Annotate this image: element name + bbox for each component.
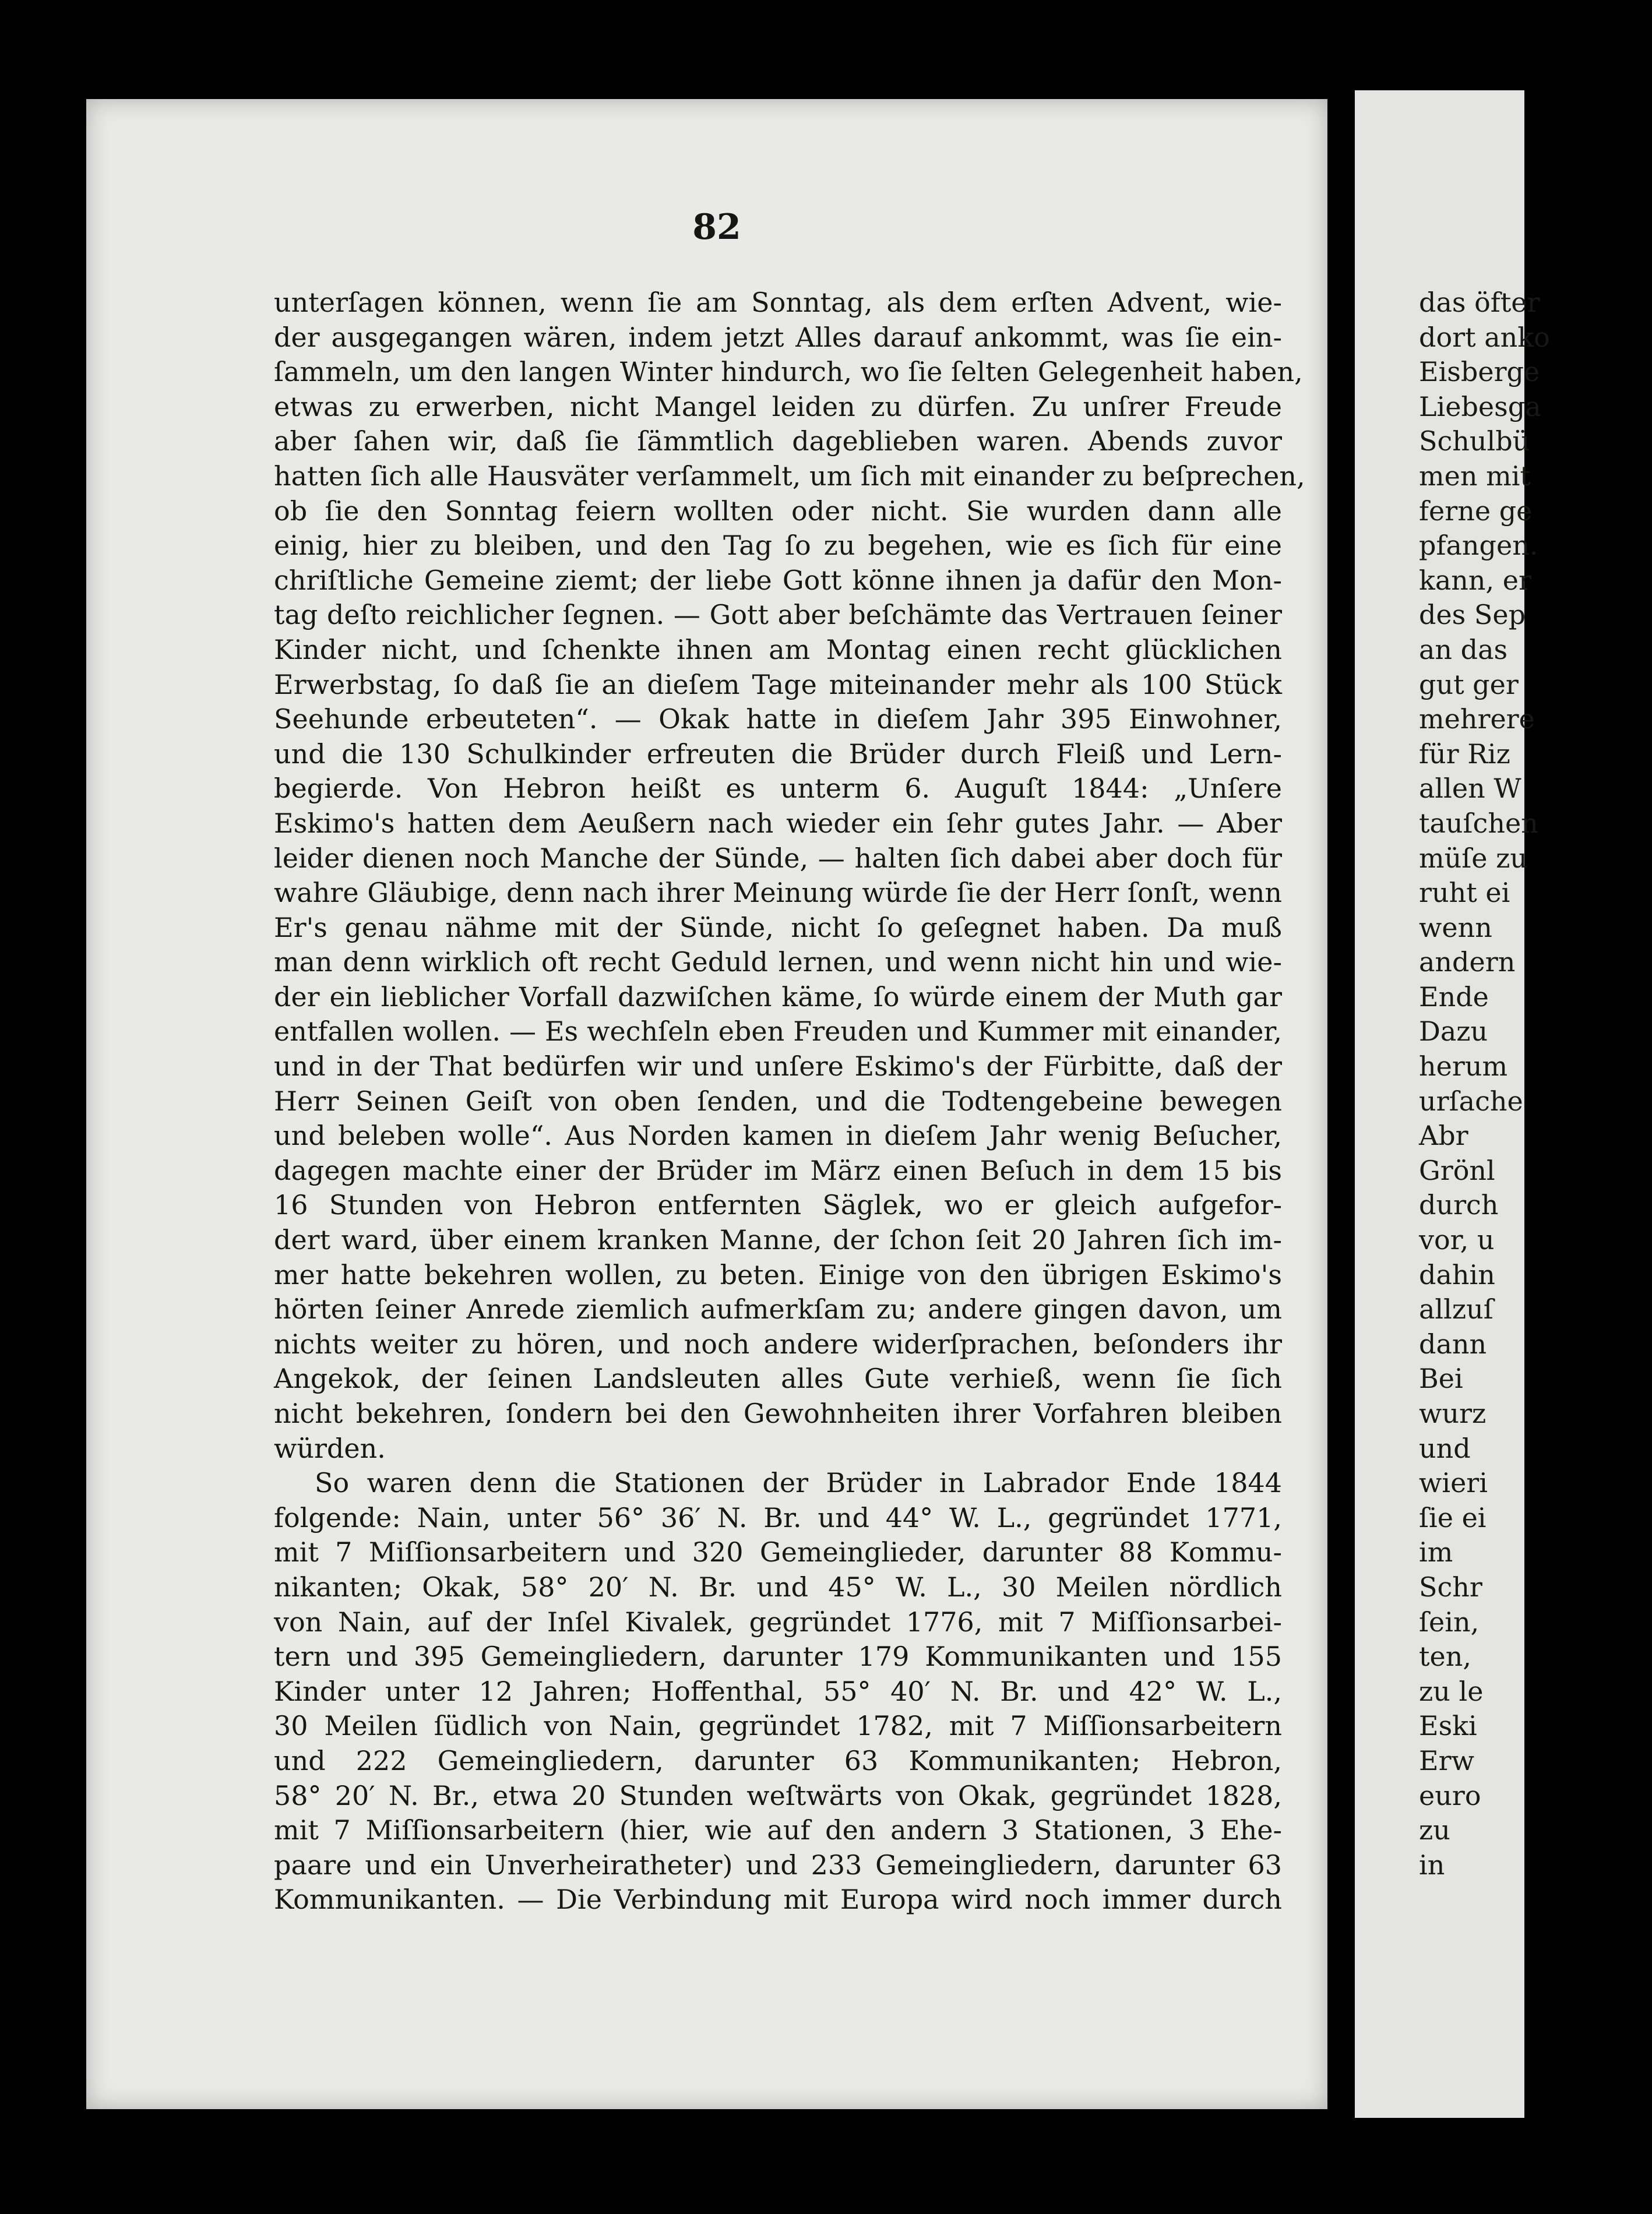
text-line: Erwerbstag, ſo daß ſie an dieſem Tage miteinander mehr als 100 Stück [274,668,1282,700]
text-line: Kinder nicht, und ſchenkte ihnen am Montag einen recht glücklichen [274,633,1282,665]
adjacent-page-edge [1355,90,1550,2118]
text-line: der ausgegangen wären, indem jetzt Alles darauf ankommt, was ſie ein- [274,321,1282,353]
adjacent-line: dahin [1419,1258,1495,1291]
adjacent-line: das öfter [1419,287,1540,318]
text-line: 16 Stunden von Hebron entfernten Säglek, wo er gleich aufgefor- [274,1189,1282,1221]
text-line: hörten ſeiner Anrede ziemlich aufmerkſam zu; andere gingen davon, um [274,1293,1282,1325]
text-line: chriſtliche Gemeine ziemt; der liebe Gott könne ihnen ja dafür den Mon- [274,564,1282,596]
text-line: Herr Seinen Geiſt von oben ſenden, und die Todtengebeine bewegen [274,1085,1282,1117]
text-line: aber ſahen wir, daß ſie ſämmtlich dageblieben waren. Abends zuvor [274,425,1282,457]
adjacent-line: kann, er [1419,564,1532,596]
text-line: paare und ein Unverheiratheter) und 233 Gemeingliedern, darunter 63 [274,1849,1282,1881]
adjacent-line: Eski [1419,1710,1477,1742]
text-line: und die 130 Schulkinder erfreuten die Brüder durch Fleiß und Lern- [274,738,1282,770]
adjacent-line: Ende [1419,981,1489,1013]
adjacent-line: tauſchen [1419,807,1538,839]
text-line: unterſagen können, wenn ſie am Sonntag, als dem erſten Advent, wie- [274,287,1282,318]
text-line: tern und 395 Gemeingliedern, darunter 179 Kommunikanten und 155 [274,1641,1282,1673]
body-text [274,285,1305,1917]
text-line: würden. [274,1432,386,1464]
text-line: nikanten; Okak, 58° 20′ N. Br. und 45° W. L., 30 Meilen nördlich [274,1571,1282,1603]
text-line: entfallen wollen. — Es wechſeln eben Freuden und Kummer mit einander, [274,1016,1282,1048]
adjacent-line: im [1419,1536,1453,1568]
adjacent-line: Schulbü [1419,425,1530,457]
text-line: Eskimo's hatten dem Aeußern nach wieder ein ſehr gutes Jahr. — Aber [274,807,1282,839]
adjacent-line: euro [1419,1779,1481,1811]
adjacent-line: wenn [1419,911,1492,943]
adjacent-line: ſie ei [1419,1501,1487,1533]
text-line: nicht bekehren, ſondern bei den Gewohnheiten ihrer Vorfahren bleiben [274,1398,1282,1429]
adjacent-line: dann [1419,1328,1487,1360]
text-line: hatten ſich alle Hausväter verſammelt, um ſich mit einander zu beſprechen, [274,460,1305,492]
text-line: 30 Meilen ſüdlich von Nain, gegründet 1782, mit 7 Miſſionsarbeitern [274,1710,1282,1742]
adjacent-line: Schr [1419,1571,1482,1603]
adjacent-line: dort anko [1419,321,1550,353]
adjacent-line: des Sep [1419,599,1526,631]
text-line: 58° 20′ N. Br., etwa 20 Stunden weſtwärts von Okak, gegründet 1828, [274,1779,1282,1811]
adjacent-line: Dazu [1419,1016,1488,1048]
text-line: dert ward, über einem kranken Manne, der ſchon ſeit 20 Jahren ſich im- [274,1224,1282,1256]
text-line: man denn wirklich oft recht Geduld lernen, und wenn nicht hin und wie- [274,946,1282,978]
adjacent-line: men mit [1419,460,1531,492]
adjacent-line: an das [1419,633,1508,665]
text-line: So waren denn die Stationen der Brüder in Labrador Ende 1844 [315,1467,1282,1499]
adjacent-line: ruht ei [1419,877,1510,909]
adjacent-line: urſache [1419,1085,1523,1117]
text-line: wahre Gläubige, denn nach ihrer Meinung würde ſie der Herr ſonſt, wenn [274,877,1282,909]
adjacent-line: Grönl [1419,1154,1495,1186]
text-line: tag deſto reichlicher ſegnen. — Gott aber beſchämte das Vertrauen ſeiner [274,599,1282,631]
text-line: nichts weiter zu hören, und noch andere widerſprachen, beſonders ihr [274,1328,1282,1360]
text-line: mit 7 Miſſionsarbeitern (hier, wie auf den andern 3 Stationen, 3 Ehe- [274,1814,1282,1846]
text-line: und in der That bedürfen wir und unſere Eskimo's der Fürbitte, daß der [274,1050,1282,1083]
text-line: begierde. Von Hebron heißt es unterm 6. Auguſt 1844: „Unſere [274,773,1282,805]
text-line: der ein lieblicher Vorfall dazwiſchen käme, ſo würde einem der Muth gar [274,981,1282,1013]
text-line: Kommunikanten. — Die Verbindung mit Europa wird noch immer durch [274,1884,1282,1916]
adjacent-line: Liebesga [1419,390,1541,422]
adjacent-line: herum [1419,1050,1508,1083]
adjacent-line: durch [1419,1189,1499,1221]
adjacent-line: Eisberge [1419,356,1540,388]
adjacent-line: vor, u [1419,1224,1495,1256]
text-line: mit 7 Miſſionsarbeitern und 320 Gemeinglieder, darunter 88 Kommu- [274,1536,1282,1568]
text-line: ſammeln, um den langen Winter hindurch, wo ſie ſelten Gelegenheit haben, [274,356,1303,388]
adjacent-page-text [1419,285,1652,1882]
text-line: Seehunde erbeuteten“. — Okak hatte in dieſem Jahr 395 Einwohner, [274,703,1282,735]
adjacent-line: allzuſ [1419,1293,1494,1325]
adjacent-line: andern [1419,946,1516,978]
text-line: Kinder unter 12 Jahren; Hoffenthal, 55° 40′ N. Br. und 42° W. L., [274,1675,1282,1707]
adjacent-line: mehrere [1419,703,1535,735]
text-line: Er's genau nähme mit der Sünde, nicht ſo geſegnet haben. Da muß [274,911,1282,943]
adjacent-line: Bei [1419,1363,1463,1395]
text-line: und 222 Gemeingliedern, darunter 63 Kommunikanten; Hebron, [274,1744,1282,1776]
adjacent-line: pfangen. [1419,530,1538,562]
adjacent-line: zu [1419,1814,1450,1846]
adjacent-line: allen W [1419,773,1521,805]
adjacent-line: zu le [1419,1675,1484,1707]
adjacent-line: in [1419,1849,1445,1881]
text-line: von Nain, auf der Inſel Kivalek, gegründet 1776, mit 7 Miſſionsarbei- [274,1606,1282,1638]
adjacent-line: für Riz [1419,738,1510,770]
text-line: mer hatte bekehren wollen, zu beten. Einige von den übrigen Eskimo's [274,1258,1282,1291]
text-line: ob ſie den Sonntag feiern wollten oder nicht. Sie wurden dann alle [274,495,1282,527]
adjacent-line: wurz [1419,1398,1487,1429]
adjacent-line: Erw [1419,1744,1474,1776]
adjacent-line: und [1419,1432,1471,1464]
text-line: etwas zu erwerben, nicht Mangel leiden zu dürfen. Zu unſrer Freude [274,390,1282,422]
text-line: Angekok, der ſeinen Landsleuten alles Gute verhieß, wenn ſie ſich [274,1363,1282,1395]
page-number: 82 [692,207,741,248]
adjacent-line: müſe zu [1419,842,1527,874]
adjacent-line: wieri [1419,1467,1488,1499]
adjacent-line: ferne ge [1419,495,1533,527]
text-line: einig, hier zu bleiben, und den Tag ſo zu begehen, wie es ſich für eine [274,530,1282,562]
text-line: dagegen machte einer der Brüder im März einen Beſuch in dem 15 bis [274,1154,1282,1186]
text-line: leider dienen noch Manche der Sünde, — halten ſich dabei aber doch für [274,842,1282,874]
text-line: folgende: Nain, unter 56° 36′ N. Br. und 44° W. L., gegründet 1771, [274,1501,1282,1533]
text-line: und beleben wolle“. Aus Norden kamen in dieſem Jahr wenig Beſucher, [274,1120,1282,1152]
adjacent-line: ten, [1419,1641,1471,1673]
adjacent-line: ſein, [1419,1606,1480,1638]
adjacent-line: Abr [1419,1120,1468,1152]
adjacent-line: gut ger [1419,668,1519,700]
